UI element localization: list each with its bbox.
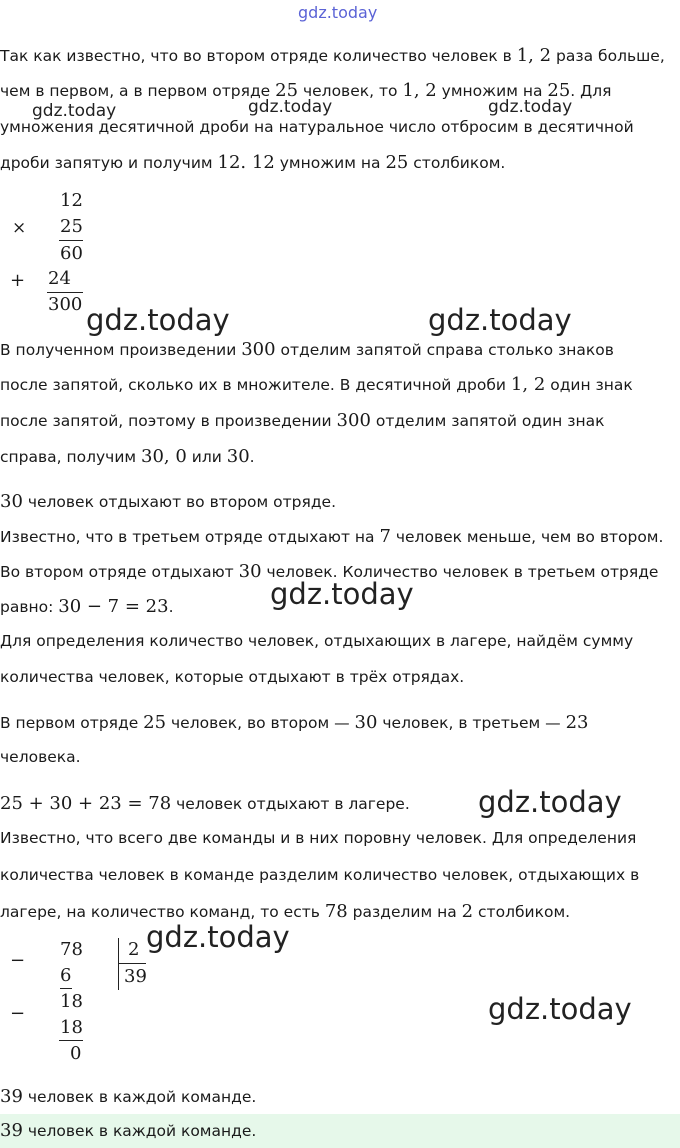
paragraph-2-line-3: после запятой, поэтому в произведении 300 отделим запятой один знак	[0, 410, 605, 431]
partial-product-2: 24	[48, 268, 71, 289]
watermark: gdz.today	[248, 97, 333, 117]
rule	[59, 240, 83, 241]
times-sign: ×	[12, 218, 27, 238]
factor-1: 12	[60, 190, 83, 211]
partial-product-1: 60	[60, 243, 83, 264]
subtrahend-1: 6	[60, 965, 72, 986]
paragraph-1-line-3: умножения десятичной дроби на натуральное число отбросим в десятичной	[0, 118, 634, 136]
paragraph-1-line-1: Так как известно, что во втором отряде количество человек в 1, 2 раза больше,	[0, 45, 665, 66]
rule	[118, 963, 146, 964]
subtrahend-2: 18	[60, 1017, 83, 1038]
paragraph-3: 30 человек отдыхают во втором отряде.	[0, 491, 337, 512]
remainder-1: 18	[60, 991, 83, 1012]
divisor: 2	[128, 939, 140, 960]
watermark: gdz.today	[270, 577, 414, 611]
product: 300	[48, 294, 83, 315]
dividend: 78	[60, 939, 83, 960]
division-bar	[118, 938, 119, 990]
paragraph-1-line-4: дроби запятую и получим 12. 12 умножим на 25 столбиком.	[0, 152, 506, 173]
factor-2: 25	[60, 216, 83, 237]
watermark: gdz.today	[478, 785, 622, 819]
rule	[59, 1040, 83, 1041]
watermark: gdz.today	[146, 920, 290, 954]
minus-sign: −	[10, 950, 26, 971]
remainder: 0	[70, 1043, 82, 1064]
paragraph-2-line-2: после запятой, сколько их в множителе. В десятичной дроби 1, 2 один знак	[0, 374, 633, 395]
watermark-top: gdz.today	[298, 3, 378, 22]
paragraph-8-line-1: Известно, что всего две команды и в них поровну человек. Для определения	[0, 829, 637, 847]
watermark: gdz.today	[488, 992, 632, 1026]
watermark: gdz.today	[86, 303, 230, 337]
answer-number: 39	[0, 1120, 23, 1141]
paragraph-7: 25 + 30 + 23 = 78 человек отдыхают в лагере.	[0, 793, 410, 814]
paragraph-4-line-1: Известно, что в третьем отряде отдыхают на 7 человек меньше, чем во втором.	[0, 526, 664, 547]
watermark: gdz.today	[428, 303, 572, 337]
quotient: 39	[124, 966, 147, 987]
paragraph-6-line-1: В первом отряде 25 человек, во втором — 30 человек, в третьем — 23	[0, 712, 589, 733]
minus-sign: −	[10, 1003, 26, 1024]
paragraph-6-line-2: человека.	[0, 748, 81, 766]
paragraph-1-line-2: чем в первом, а в первом отряде 25 человек, то 1, 2 умножим на 25. Для	[0, 80, 612, 101]
answer-box	[0, 1114, 680, 1148]
paragraph-5-line-1: Для определения количество человек, отдыхающих в лагере, найдём сумму	[0, 632, 634, 650]
watermark: gdz.today	[488, 97, 573, 117]
rule	[47, 292, 83, 293]
paragraph-9: 39 человек в каждой команде.	[0, 1086, 257, 1107]
answer-text: человек в каждой команде.	[22, 1122, 257, 1140]
plus-sign: +	[10, 270, 26, 291]
paragraph-2-line-4: справа, получим 30, 0 или 30.	[0, 446, 255, 467]
paragraph-8-line-3: лагере, на количество команд, то есть 78 разделим на 2 столбиком.	[0, 901, 571, 922]
paragraph-4-line-2: Во втором отряде отдыхают 30 человек. Количество человек в третьем отряде	[0, 561, 659, 582]
rule	[60, 988, 72, 989]
watermark: gdz.today	[32, 101, 117, 121]
paragraph-2-line-1: В полученном произведении 300 отделим запятой справа столько знаков	[0, 339, 614, 360]
paragraph-5-line-2: количества человек, которые отдыхают в трёх отрядах.	[0, 668, 465, 686]
paragraph-4-line-3: равно: 30 − 7 = 23.	[0, 596, 174, 617]
paragraph-8-line-2: количества человек в команде разделим количество человек, отдыхающих в	[0, 866, 640, 884]
